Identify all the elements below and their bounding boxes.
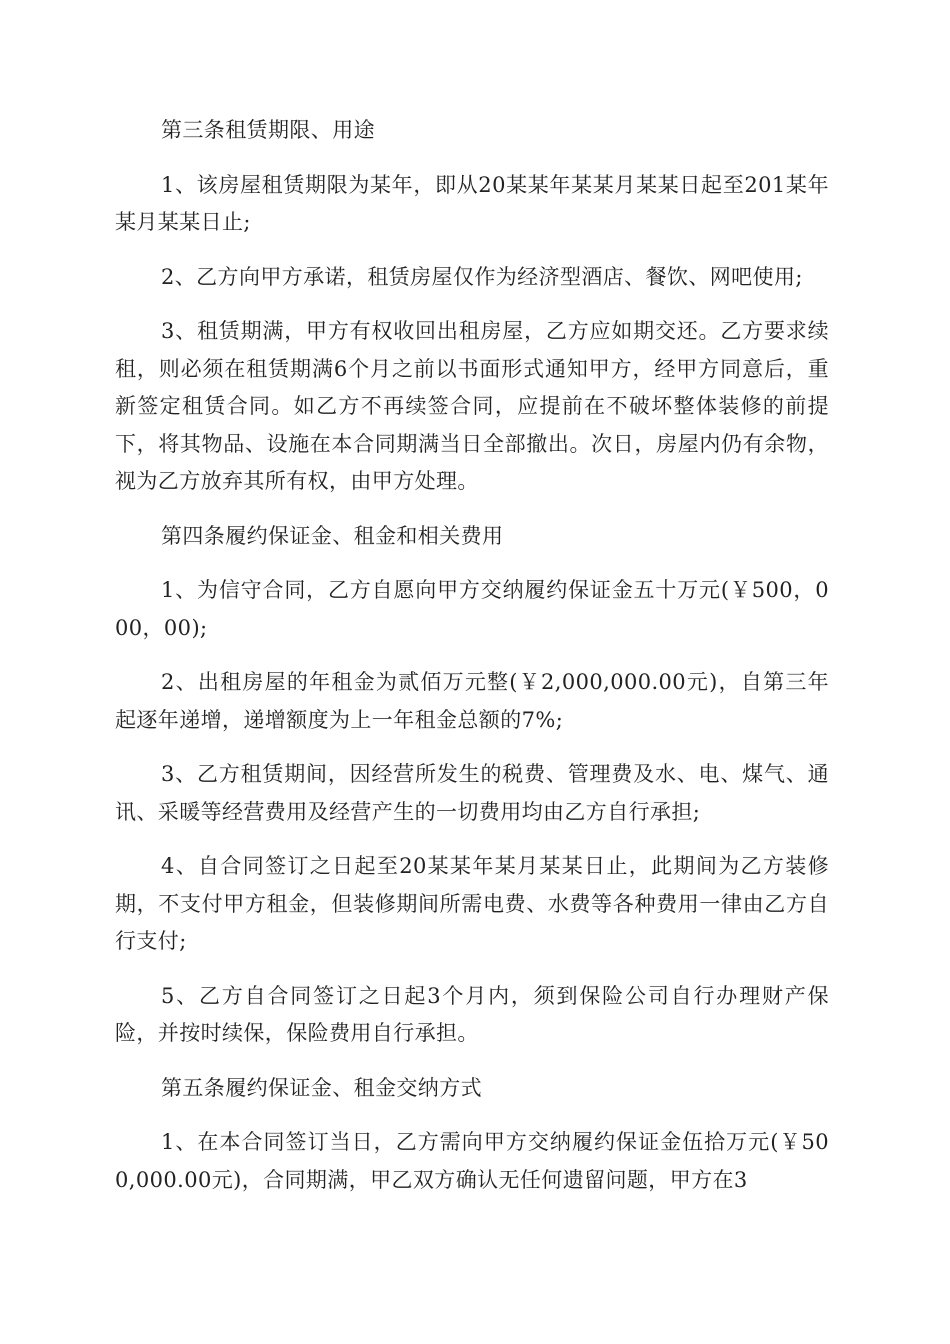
section-heading: 第四条履约保证金、租金和相关费用	[161, 523, 504, 548]
clause-paragraph: 2、乙方向甲方承诺，租赁房屋仅作为经济型酒店、餐饮、网吧使用;	[161, 264, 803, 289]
clause-paragraph: 1、为信守合同，乙方自愿向甲方交纳履约保证金五十万元(￥500，000，00);	[115, 578, 829, 640]
clause-paragraph: 3、乙方租赁期间，因经营所发生的税费、管理费及水、电、煤气、通讯、采暖等经营费用及经营产生的一切费用均由乙方自行承担;	[115, 762, 829, 824]
clause-paragraph: 4、自合同签订之日起至20某某年某月某某日止，此期间为乙方装修期，不支付甲方租金，但装修期间所需电费、水费等各种费用一律由乙方自行支付;	[115, 854, 829, 953]
section-heading: 第三条租赁期限、用途	[161, 118, 375, 142]
clause-paragraph: 2、出租房屋的年租金为贰佰万元整(￥2,000,000.00元)，自第三年起逐年递增，递增额度为上一年租金总额的7%;	[115, 670, 829, 732]
document-body	[115, 112, 829, 1216]
clause-paragraph: 1、在本合同签订当日，乙方需向甲方交纳履约保证金伍拾万元(￥500,000.00元)，合同期满，甲乙双方确认无任何遗留问题，甲方在3	[115, 1130, 829, 1192]
clause-paragraph: 1、该房屋租赁期限为某年，即从20某某年某某月某某日起至201某年某月某某日止;	[115, 172, 829, 234]
clause-paragraph: 3、租赁期满，甲方有权收回出租房屋，乙方应如期交还。乙方要求续租，则必须在租赁期满6个月之前以书面形式通知甲方，经甲方同意后，重新签定租赁合同。如乙方不再续签合同，应提前在不破坏整体装修的前提下，将其物品、设施在本合同期满当日全部撤出。次日，房屋内仍有余物，视为乙方放弃其所有权，由甲方处理。	[115, 319, 829, 493]
section-heading: 第五条履约保证金、租金交纳方式	[161, 1075, 482, 1100]
clause-paragraph: 5、乙方自合同签订之日起3个月内，须到保险公司自行办理财产保险，并按时续保，保险费用自行承担。	[115, 983, 829, 1045]
